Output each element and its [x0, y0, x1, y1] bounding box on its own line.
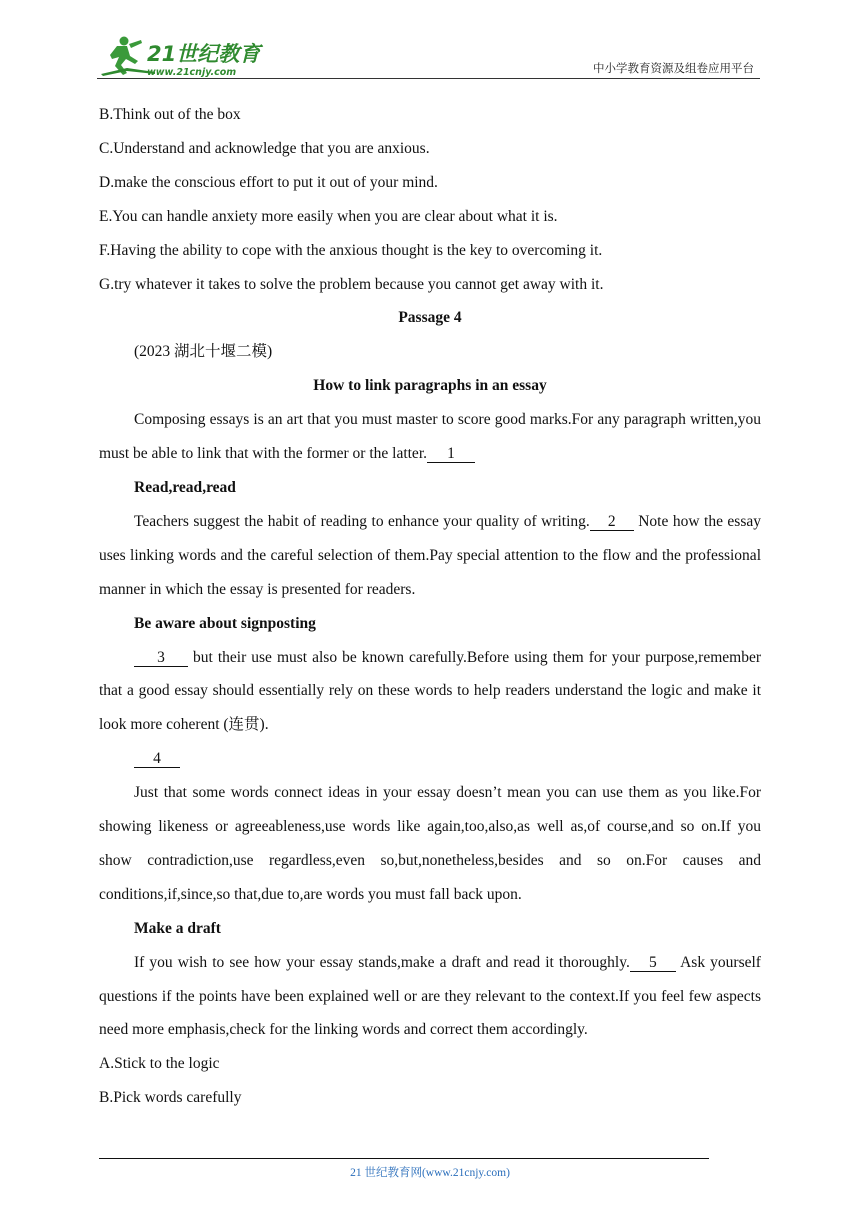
- option-b-bottom: B.Pick words carefully: [99, 1089, 242, 1107]
- page-header: [97, 28, 760, 79]
- intro-paragraph: [99, 403, 761, 471]
- signposting-text: but their use must also be known carefully.Before using them for your purpose,remember that a good essay should essentially rely on these words to help readers understand the logic and make it look more coherent (连贯).: [99, 648, 762, 734]
- heading-sep-1: ,: [168, 478, 173, 496]
- linking-words-paragraph: Just that some words connect ideas in your essay doesn’t mean you can use them as you like.For showing likeness or agreeableness,use words like again,too,also,as well as,of course,and so on.If you show contradiction,use regardless,even so,but,nonetheless,besides and so on.For causes and conditions,if,since,so that,due to,are words you must fall back upon.: [99, 784, 761, 903]
- heading-word-3: read: [206, 478, 236, 496]
- heading-word-1: Read: [134, 478, 169, 496]
- blank-1: 1: [427, 446, 475, 463]
- option-d: D.make the conscious effort to put it out of your mind.: [99, 173, 438, 191]
- heading-sep-2: ,: [202, 478, 207, 496]
- svg-text:21世纪教育: 21世纪教育: [147, 42, 261, 66]
- passage-heading: Passage 4: [398, 309, 462, 327]
- option-e: E.You can handle anxiety more easily when you are clear about what it is.: [99, 207, 558, 225]
- option-c: C.Understand and acknowledge that you are anxious.: [99, 139, 430, 157]
- site-logo: [97, 34, 267, 78]
- platform-name: 中小学教育资源及组卷应用平台: [593, 61, 754, 75]
- blank-2: 2: [590, 514, 634, 531]
- heading-word-2: read: [172, 478, 203, 496]
- footer-divider: [99, 1158, 709, 1159]
- draft-text-b: Ask yourself questions if the points have been explained well or are they relevant to the context.If you feel few aspects need more emphasis,check for the linking words and correct them accordingly.: [99, 953, 761, 1039]
- option-b: B.Think out of the box: [99, 106, 241, 123]
- blank-4-line: [99, 742, 761, 776]
- option-g: G.try whatever it takes to solve the problem because you cannot get away with it.: [99, 275, 604, 293]
- section-heading-read: [99, 471, 761, 505]
- blank-4: 4: [134, 751, 180, 768]
- draft-text-a: If you wish to see how your essay stands,make a draft and read it thoroughly.: [134, 953, 630, 971]
- passage-title: How to link paragraphs in an essay: [313, 377, 547, 395]
- blank-3: 3: [134, 650, 188, 667]
- reading-text-a: Teachers suggest the habit of reading to enhance your quality of writing.: [134, 512, 590, 530]
- reading-paragraph: [99, 505, 761, 607]
- section-heading-signposting: Be aware about signposting: [134, 614, 316, 632]
- intro-text: Composing essays is an art that you must master to score good marks.For any paragraph written,you must be able to link that with the former or the latter.: [99, 411, 761, 463]
- document-body: [99, 98, 761, 1115]
- passage-source: (2023 湖北十堰二模): [134, 343, 273, 361]
- reading-text-b: Note how the essay uses linking words and the careful selection of them.Pay special attention to the flow and the professional manner in which the essay is presented for readers.: [99, 512, 761, 598]
- section-heading-draft: Make a draft: [134, 919, 221, 937]
- footer-link[interactable]: 21 世纪教育网(www.21cnjy.com): [350, 1167, 510, 1179]
- option-a-bottom: A.Stick to the logic: [99, 1055, 220, 1073]
- draft-paragraph: [99, 946, 761, 1048]
- blank-5: 5: [630, 955, 676, 972]
- signposting-paragraph: [99, 641, 761, 743]
- svg-text:www.21cnjy.com: www.21cnjy.com: [147, 67, 237, 78]
- option-f: F.Having the ability to cope with the anxious thought is the key to overcoming it.: [99, 241, 603, 259]
